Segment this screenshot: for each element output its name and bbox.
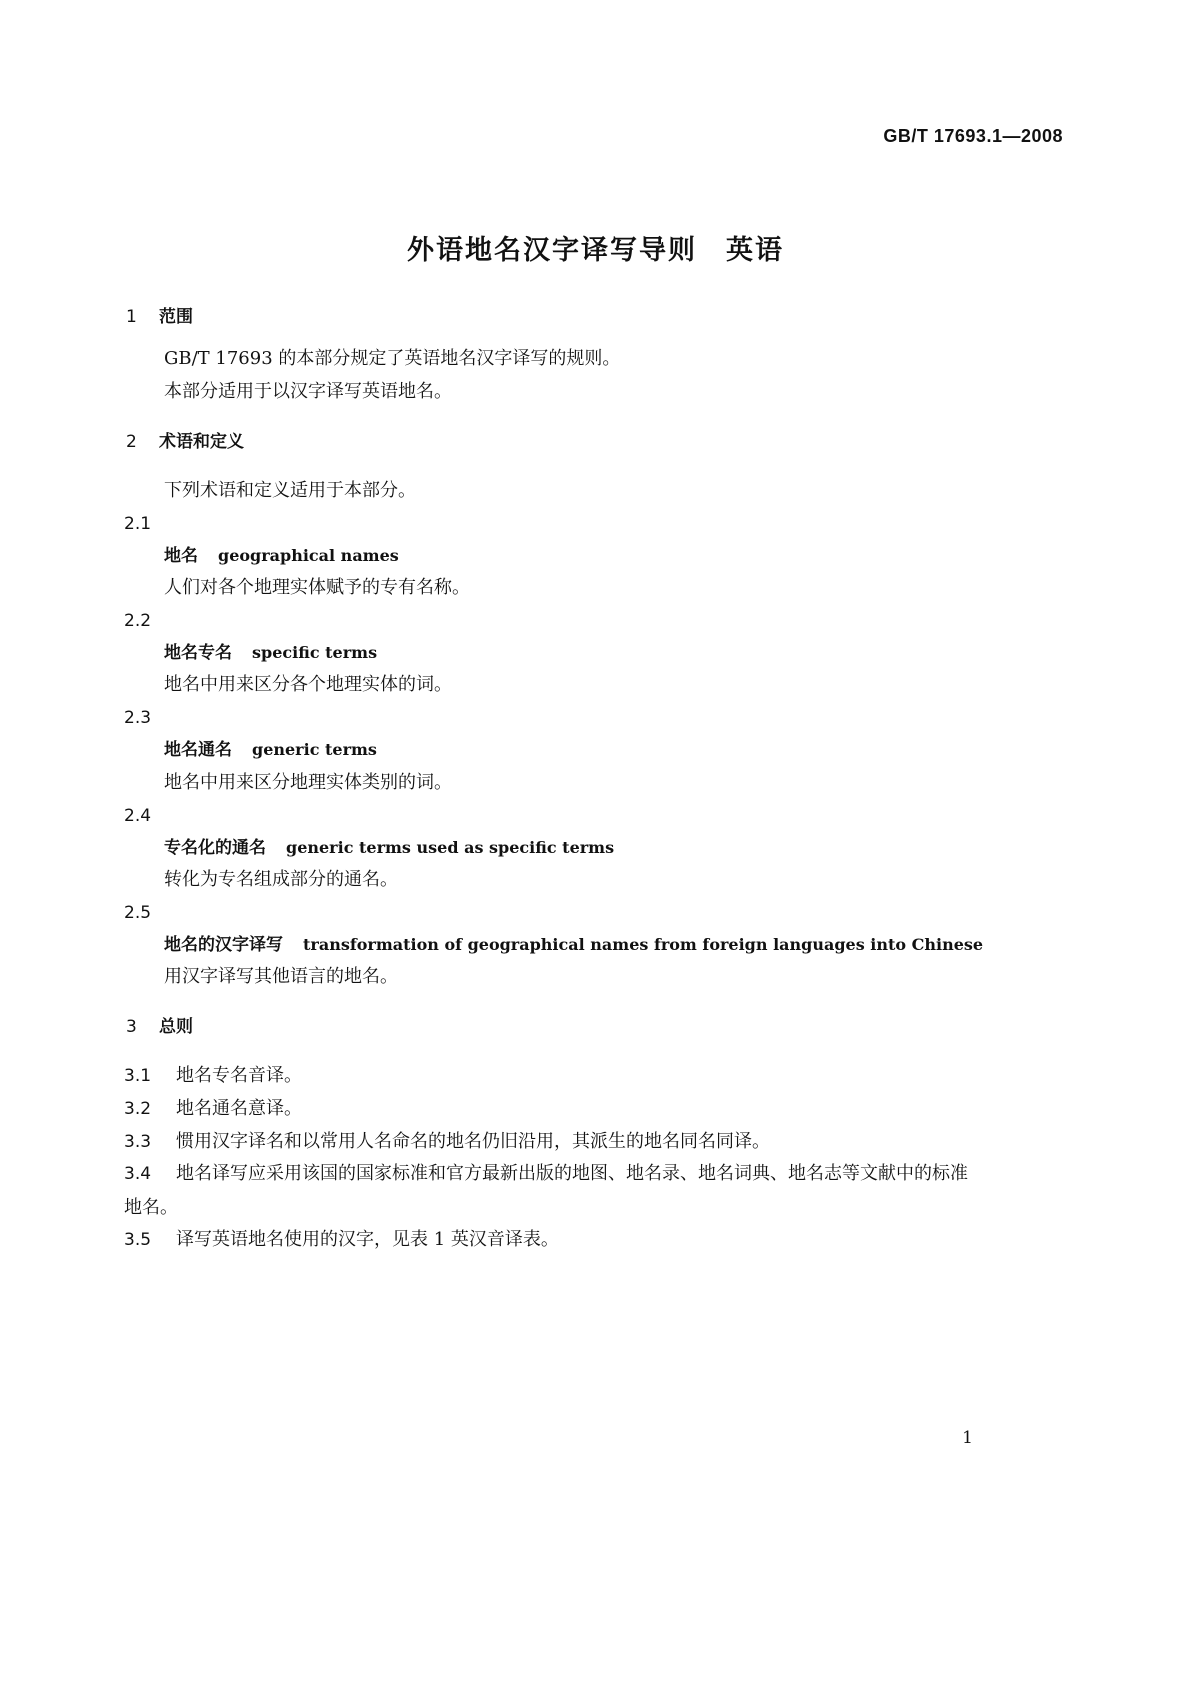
clause-number: 3.2	[124, 1099, 152, 1119]
clause-number: 2.3	[124, 708, 152, 728]
term-english: transformation of geographical names from foreign languages into Chinese	[303, 935, 984, 954]
term-entry	[164, 836, 614, 860]
clause-text: 译写英语地名使用的汉字，见表 1 英汉音译表。	[176, 1229, 559, 1250]
document-title: 外语地名汉字译写导则 英语	[407, 235, 784, 266]
clause-text: 地名通名意译。	[176, 1098, 302, 1119]
clause-item	[124, 1228, 559, 1252]
section-heading-3	[126, 1015, 193, 1039]
section-heading-2	[126, 430, 244, 454]
term-chinese: 地名专名	[164, 643, 232, 663]
clause-number: 3.5	[124, 1230, 152, 1250]
clause-number: 2.1	[124, 514, 152, 534]
page-number: 1	[962, 1428, 973, 1448]
term-chinese: 地名通名	[164, 740, 232, 760]
term-english: geographical names	[218, 546, 399, 565]
clause-number: 3.3	[124, 1132, 152, 1152]
clause-item	[124, 1064, 302, 1088]
clause-text: 地名译写应采用该国的国家标准和官方最新出版的地图、地名录、地名词典、地名志等文献中的标准地名。	[124, 1163, 968, 1218]
term-entry	[164, 641, 377, 665]
clause-item	[124, 1130, 770, 1154]
clause-number: 2.4	[124, 806, 152, 826]
term-entry	[164, 933, 983, 957]
term-definition: 转化为专名组成部分的通名。	[164, 869, 398, 890]
clause-text: 惯用汉字译名和以常用人名命名的地名仍旧沿用，其派生的地名同名同译。	[176, 1131, 770, 1152]
section-number: 3	[126, 1017, 137, 1037]
section-number: 1	[126, 307, 137, 327]
term-chinese: 地名	[164, 546, 198, 566]
section-title: 总则	[159, 1017, 193, 1037]
standard-code: GB/T 17693.1—2008	[883, 126, 1063, 146]
clause-number: 3.4	[124, 1164, 152, 1184]
term-definition: 用汉字译写其他语言的地名。	[164, 966, 398, 987]
clause-number: 2.2	[124, 611, 152, 631]
section-title: 范围	[159, 307, 193, 327]
term-definition: 地名中用来区分地理实体类别的词。	[164, 772, 452, 793]
term-english: generic terms	[252, 740, 377, 759]
section-title: 术语和定义	[159, 432, 244, 452]
section-heading-1	[126, 305, 193, 329]
clause-item	[124, 1097, 302, 1121]
clause-number: 3.1	[124, 1066, 152, 1086]
clause-text: 地名专名音译。	[176, 1065, 302, 1086]
term-definition: 人们对各个地理实体赋予的专有名称。	[164, 577, 470, 598]
clause-number: 2.5	[124, 903, 152, 923]
term-chinese: 地名的汉字译写	[164, 935, 283, 955]
term-english: specific terms	[252, 643, 378, 662]
clause-item	[124, 1157, 984, 1225]
term-definition: 地名中用来区分各个地理实体的词。	[164, 674, 452, 695]
term-entry	[164, 738, 377, 762]
paragraph: 本部分适用于以汉字译写英语地名。	[164, 381, 452, 402]
term-chinese: 专名化的通名	[164, 838, 266, 858]
section-number: 2	[126, 432, 137, 452]
paragraph: GB/T 17693 的本部分规定了英语地名汉字译写的规则。	[164, 348, 621, 369]
term-english: generic terms used as specific terms	[286, 838, 615, 857]
paragraph: 下列术语和定义适用于本部分。	[164, 480, 416, 501]
term-entry	[164, 544, 399, 568]
